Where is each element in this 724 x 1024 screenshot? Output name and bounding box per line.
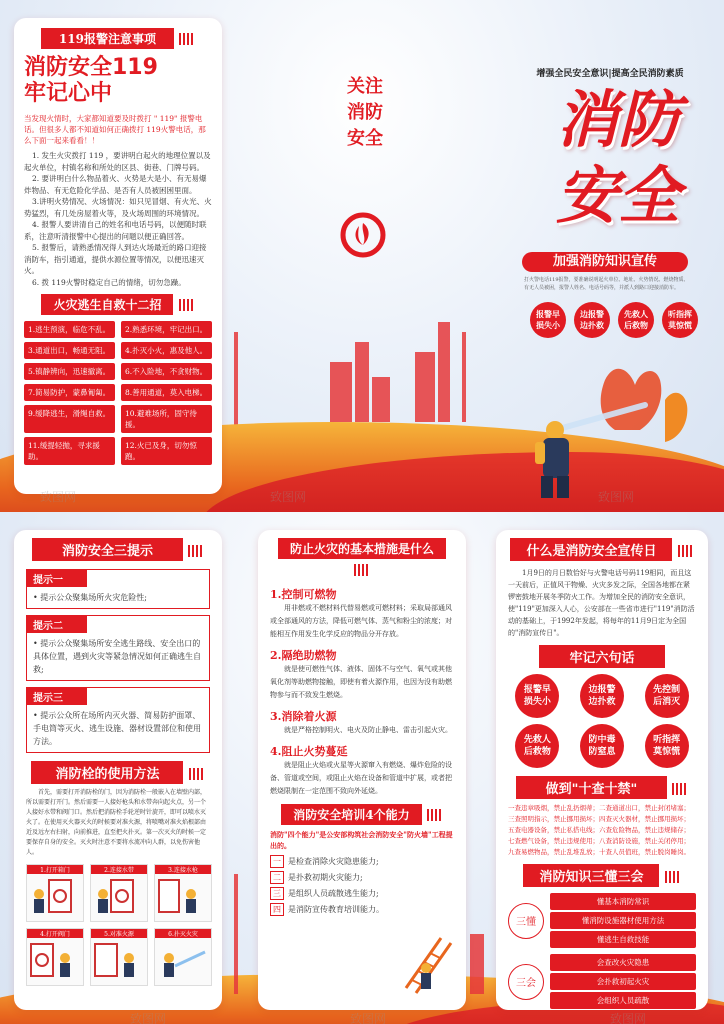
escape-tip: 5.镇静辨向，迅速撤离。 [24,363,115,380]
three-tips-card [14,530,222,1010]
hydrant-steps [26,864,210,986]
ten-text: 一查违章吸烟，禁止乱扔烟蒂；二查通道出口，禁止封闭堵塞；三查照明指示，禁止挪用损坏；四查灭火器材，禁止挪用损坏；五查电器设备，禁止私搭电线；六查危险物品，禁止违规储存；七查燃气设备，禁止违规使用；八查消防设施，禁止关闭停用；九查易燃物品，禁止乱堆乱放；十查人员值班，禁止脱岗睡岗。 [508,804,690,856]
six-circle: 先控制 后消灭 [645,674,689,718]
six-circle: 边报警 边扑救 [580,674,624,718]
hydrant-step: 1.打开箱门 [26,864,84,922]
watermark: 致图网 [610,1012,647,1024]
prevention-title: 防止火灾的基本措施是什么 [278,538,446,559]
cover-circles [530,302,698,338]
hydrant-text: 首先，需要打开消防栓的门，因为消防栓一般嵌入在墙壁内部，所以需要打开门。然后需要一人接好枪头和水带奔向起火点，另一个人接好水带和阀门口。然后把消防栓手轮逆时针旋开，即可以喷水灭火了。在使用灭火器灭火的时候要对准火源，将喷嘴对准火焰根部由近及远左右扫射，向前推进，直至把火扑灭。第一次灭火的时候一定要保存自身的安全。灭火时注意不要将水流冲向人群，以免伤害他人。 [26,789,207,856]
hydrant-step: 4.打开阀门 [26,928,84,986]
six-circles [508,674,696,768]
alarm-items [24,150,212,288]
alarm-notes-header: 119报警注意事项 [41,28,174,49]
dong-item: 懂消防设施器材使用方法 [550,912,696,929]
training-intro: 消防"四个能力"是公安部构筑社会消防安全"防火墙"工程提出的。 [270,830,453,850]
escape-grid [24,321,212,465]
escape-tip: 1.逃生预演，临危不乱。 [24,321,115,338]
escape-tip: 11.缓提轻抛，寻求援助。 [24,437,115,465]
dong-group: 三懂 懂基本消防常识 懂消防设施器材使用方法 懂逃生自救技能 [508,893,696,948]
ability-row: 四 是消防宣传教育培训能力。 [270,903,410,916]
watermark: 致图网 [270,490,307,504]
three-title: 消防知识三懂三会 [523,864,659,887]
escape-tip: 8.善用通道，莫入电梯。 [121,384,212,401]
ten-title: 做到"十查十禁" [516,776,668,799]
cover-banner: 加强消防知识宣传 [522,252,688,272]
cover-circle: 先救人 后救物 [618,302,654,338]
cover-circle: 报警早 损失小 [530,302,566,338]
cover-circle: 边报警 边扑救 [574,302,610,338]
hydrant-box-icon [91,938,147,982]
prevention-section: 1.控制可燃物 用非燃或不燃材料代替易燃或可燃材料；采取局部通风或全部通风的方法，降低可燃气体、蒸气和粉尘的浓度；对能相互作用发生化学反应的物品分开存放。 [270,588,452,638]
ability-row: 一 是检查消除火灾隐患能力; [270,855,410,868]
six-title: 牢记六句话 [539,645,664,668]
cover-desc: 打火警电话119报警，要准确说明起火单位、地址、火势情况、燃烧物质、有无人员被困，报警人姓名、电话号码等，并派人到路口迎接消防车。 [524,277,689,291]
tip-block [26,687,210,753]
checker-decor-icon [672,783,688,795]
six-circle: 听指挥 莫惊慌 [645,724,689,768]
hydrant-box-icon [27,874,83,918]
tip-text: • 提示公众聚集场所安全逃生路线、安全出口的具体位置，遇到火灾等紧急情况如何正确逃生自救; [33,639,201,674]
publicity-text: 1月9日的月日数恰好与火警电话号码119相同，而且这一天前后，正值风干物燥、火灾多发之际，全国各地都在紧锣密鼓地开展冬季防火工作。为增加全民的消防安全意识，使"119"更加深入人心，公安部在一些省市进行"119"消防活动的基础上，于1992年发起，将每年的11月9日定为全国的"消防宣传日"。 [508,569,695,637]
prevention-section: 2.隔绝助燃物 就是使可燃性气体、液体、固体不与空气、氧气或其他氧化剂等助燃物接触，即使有着火源作用，也因为没有助燃物参与而不致发生燃烧。 [270,649,452,699]
alarm-intro: 当发现火情时，大家都知道要及时拨打 " 119" 报警电话。但很多人都不知道如何正确拨打 119火警电话，那么下面一起来看看！！ [24,114,206,145]
hui-item: 会扑救初起火灾 [550,973,696,990]
checker-decor-icon [427,809,443,821]
firefighter-ladder-icon [396,928,456,998]
hui-group: 三会 会查改火灾隐患 会扑救初起火灾 会组织人员疏散 [508,954,696,1009]
cover-circle: 听指挥 莫惊慌 [662,302,698,338]
checker-decor-icon [678,545,694,557]
training-title: 消防安全培训4个能力 [281,804,421,825]
escape-tip: 10.避难场所，固守待援。 [121,405,212,433]
brochure-inside [0,512,724,1024]
tip-label: 提示一 [27,570,87,587]
alarm-item: 5. 报警后，请熟悉情况得人到达火场最近的路口迎接消防车，指引通道，提供水源位置等情况，以便迅速灭火。 [24,243,207,275]
three-tips-title: 消防安全三提示 [32,538,183,561]
hui-item: 会组织人员疏散 [550,992,696,1009]
hydrant-step: 6.扑灭火灾 [154,928,212,986]
escape-tip: 4.扑灭小火，惠及他人。 [121,342,212,359]
checker-decor-icon [179,33,195,45]
watermark: 致图网 [130,1012,167,1024]
alarm-notes-card [14,18,222,494]
city-skyline [330,362,352,422]
abilities-list [270,855,410,916]
prevention-section: 4.阻止火势蔓延 就是阻止火焰或火星等火源窜入有燃烧、爆炸危险的设备、管道或空间，或阻止火焰在设备和管道中扩展，或者把燃烧限制在一定范围不致向外延烧。 [270,745,452,795]
six-circle: 先救人 后救物 [515,724,559,768]
alarm-item: 1. 发生火灾拨打 119 ，要讲明白起火的地理位置以及起火单位，村镇名称和所处的区县、街巷、门牌号码。 [24,151,211,172]
main-title: 消防安全119 牢记心中 [24,55,158,106]
alarm-item: 3.讲明火势情况、火场情况：如只见冒烟、有火光、火势猛烈，有几处房屋着火等，及火场周围的环境情况。 [24,197,212,218]
publicity-card [496,530,708,1010]
checker-decor-icon [188,545,204,557]
watermark: 致图网 [598,490,635,504]
six-circle: 防中毒 防窒息 [580,724,624,768]
escape-tip: 6.不入险地，不贪财物。 [121,363,212,380]
checker-decor-icon [179,299,195,311]
hydrant-box-icon [27,938,83,982]
cover-title: 消防 安全 [555,83,680,232]
tip-block [26,569,210,609]
checker-decor-icon [189,768,205,780]
hydrant-step: 5.对准火源 [90,928,148,986]
hydrant-box-icon [155,938,211,982]
hui-item: 会查改火灾隐患 [550,954,696,971]
hydrant-step: 2.连接水带 [90,864,148,922]
hydrant-box-icon [91,874,147,918]
alarm-item: 2. 要讲明白什么物品着火、火势是大是小、有无易爆炸物品、有无危险化学品、是否有人员被困困里面。 [24,174,207,195]
tip-label: 提示三 [27,688,87,705]
publicity-title: 什么是消防安全宣传日 [510,538,672,561]
escape-tip: 2.熟悉环境，牢记出口。 [121,321,212,338]
tip-text: • 提示公众聚集场所火灾危险性; [33,593,147,602]
hydrant-step: 3.连接水枪 [154,864,212,922]
hydrant-box-icon [155,874,211,918]
ability-row: 三 是组织人员疏散逃生能力; [270,887,410,900]
tip-text: • 提示公众所在场所内灭火器、简易防护面罩、手电筒等灭火、逃生设施、器材设置部位和使用方法。 [33,711,201,746]
tip-block [26,615,210,681]
prevention-section: 3.消除着火源 就是严格控制明火、电火及防止静电、雷击引起火灾。 [270,710,452,734]
ability-row: 二 是扑救初期火灾能力; [270,871,410,884]
tip-label: 提示二 [27,616,87,633]
checker-decor-icon [354,564,370,576]
alarm-item: 6. 拨 119火警时稳定自己的情绪，切勿急躁。 [32,277,186,287]
dong-item: 懂基本消防常识 [550,893,696,910]
hydrant-title: 消防栓的使用方法 [31,761,183,784]
dong-item: 懂逃生自救技能 [550,931,696,948]
slogan: 关注 消防 安全 [347,76,383,149]
escape-tip: 7.简易防护，蒙鼻匍匐。 [24,384,115,401]
alarm-item: 4. 报警人要讲清自己的姓名和电话号码，以便随时联系，注意听清报警中心提出的问题以便正确回答。 [24,220,207,241]
escape-tip: 3.通道出口，畅通无阻。 [24,342,115,359]
escape-title: 火灾逃生自救十二招 [41,294,173,315]
escape-tip: 9.缓降逃生，滑绳自救。 [24,405,115,433]
checker-decor-icon [665,871,681,883]
watermark: 致图网 [350,1012,387,1024]
fire-logo-icon [340,212,386,258]
prevention-card [258,530,466,1010]
watermark: 致图网 [40,490,77,504]
escape-tip: 12.火已及身，切勿惊跑。 [121,437,212,465]
six-circle: 报警早 损失小 [515,674,559,718]
cover-tagline: 增强全民安全意识|提高全民消防素质 [536,69,684,79]
